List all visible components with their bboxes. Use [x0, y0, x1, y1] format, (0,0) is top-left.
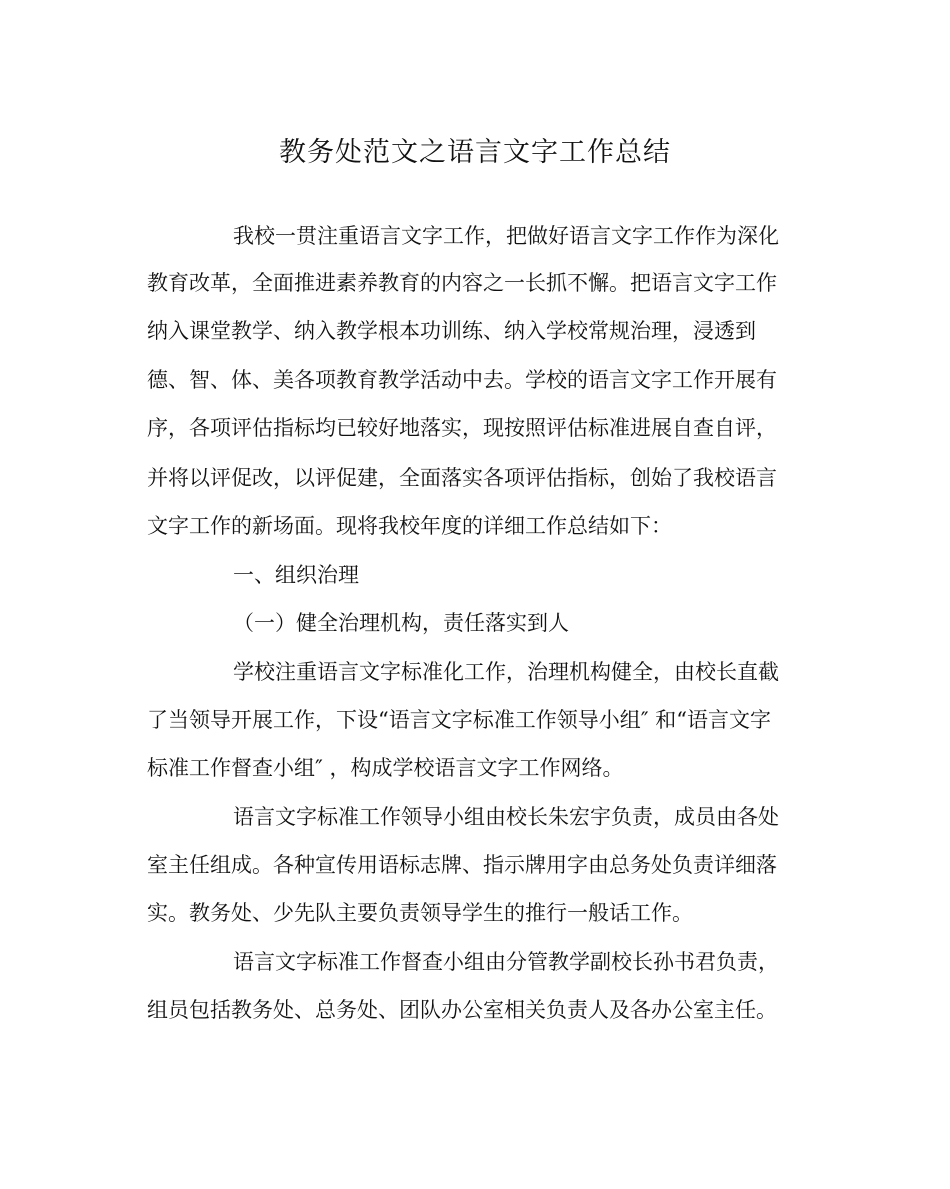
- subsection-heading: （一）健全治理机构，责任落实到人: [233, 611, 569, 635]
- paragraph-line: 德、智、体、美各项教育教学活动中去。学校的语言文字工作开展有: [147, 368, 777, 392]
- paragraph-line: 了当领导开展工作，下设“语言文字标准工作领导小组″ 和“语言文字: [147, 708, 771, 732]
- section-heading: 一、组织治理: [233, 563, 359, 587]
- paragraph-line: 标准工作督查小组″ ，构成学校语言文字工作网络。: [147, 756, 624, 780]
- paragraph-line: 教育改革，全面推进素养教育的内容之一长抓不懈。把语言文字工作: [147, 271, 777, 295]
- document-title: 教务处范文之语言文字工作总结: [279, 137, 671, 168]
- paragraph-line: 室主任组成。各种宣传用语标志牌、指示牌用字由总务处负责详细落: [147, 853, 777, 877]
- paragraph-line: 并将以评促改，以评促建，全面落实各项评估指标，创始了我校语言: [147, 466, 777, 490]
- paragraph-line: 文字工作的新场面。现将我校年度的详细工作总结如下：: [147, 514, 672, 538]
- paragraph-line: 实。教务处、少先队主要负责领导学生的推行一般话工作。: [147, 901, 693, 925]
- paragraph-line: 学校注重语言文字标准化工作，治理机构健全，由校长直截: [233, 660, 779, 684]
- paragraph-line: 语言文字标准工作领导小组由校长朱宏宇负责，成员由各处: [233, 805, 779, 829]
- paragraph-line: 序，各项评估指标均已较好地落实，现按照评估标准进展自查自评，: [147, 416, 777, 440]
- paragraph-line: 语言文字标准工作督查小组由分管教学副校长孙书君负责，: [233, 950, 779, 974]
- paragraph-line: 组员包括教务处、总务处、团队办公室相关负责人及各办公室主任。: [147, 998, 777, 1022]
- paragraph-line: 纳入课堂教学、纳入教学根本功训练、纳入学校常规治理，浸透到: [147, 319, 756, 343]
- paragraph-line: 我校一贯注重语言文字工作，把做好语言文字工作作为深化: [233, 224, 779, 248]
